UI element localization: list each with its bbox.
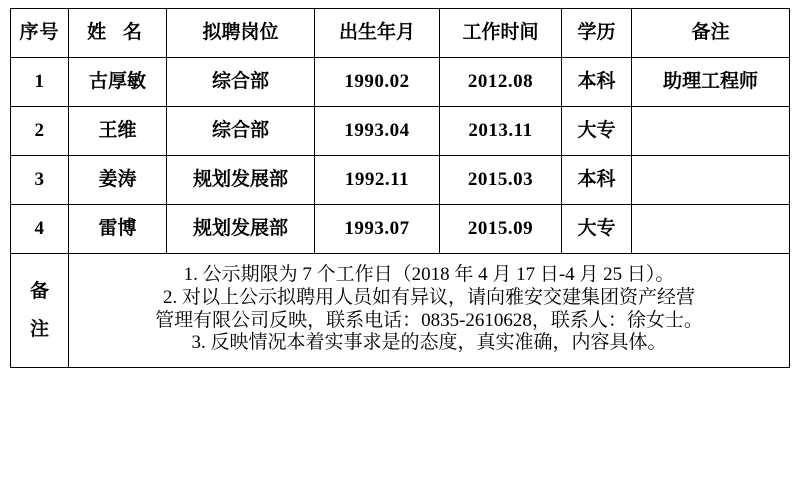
footer-remark-label	[11, 254, 69, 368]
cell-work: 2013.11	[440, 107, 562, 156]
footer-remark-line: 1. 公示期限为 7 个工作日（2018 年 4 月 17 日-4 月 25 日）。	[183, 264, 675, 285]
column-header-post: 拟聘岗位	[167, 9, 315, 58]
cell-work: 2015.03	[440, 156, 562, 205]
cell-education: 大专	[562, 205, 632, 254]
cell-remark	[632, 205, 790, 254]
footer-remark-row	[11, 254, 790, 368]
column-header-birth: 出生年月	[315, 9, 440, 58]
cell-post: 综合部	[167, 107, 315, 156]
cell-education: 本科	[562, 58, 632, 107]
cell-seq: 1	[11, 58, 69, 107]
cell-name: 王维	[69, 107, 167, 156]
cell-post: 规划发展部	[167, 156, 315, 205]
cell-remark	[632, 156, 790, 205]
table-row	[11, 107, 790, 156]
cell-name: 雷博	[69, 205, 167, 254]
table-row	[11, 156, 790, 205]
table-body	[11, 58, 790, 368]
cell-birth: 1993.04	[315, 107, 440, 156]
column-header-remark: 备注	[632, 9, 790, 58]
footer-remark-line: 管理有限公司反映，联系电话：0835-2610628，联系人：徐女士。	[155, 309, 703, 331]
cell-post: 综合部	[167, 58, 315, 107]
cell-birth: 1992.11	[315, 156, 440, 205]
column-header-education: 学历	[562, 9, 632, 58]
table-header-row	[11, 9, 790, 58]
cell-birth: 1993.07	[315, 205, 440, 254]
cell-work: 2015.09	[440, 205, 562, 254]
column-header-seq: 序号	[11, 9, 69, 58]
cell-education: 本科	[562, 156, 632, 205]
cell-remark	[632, 107, 790, 156]
footer-remark-body	[69, 254, 790, 368]
cell-remark: 助理工程师	[632, 58, 790, 107]
cell-name: 姜涛	[69, 156, 167, 205]
candidate-announcement-table	[10, 8, 790, 368]
column-header-work: 工作时间	[440, 9, 562, 58]
cell-seq: 4	[11, 205, 69, 254]
cell-seq: 2	[11, 107, 69, 156]
footer-remark-label-char: 注	[29, 318, 49, 340]
column-header-name: 姓 名	[69, 9, 167, 58]
cell-birth: 1990.02	[315, 58, 440, 107]
footer-remark-label-char: 备	[29, 280, 49, 302]
cell-post: 规划发展部	[167, 205, 315, 254]
footer-remark-line: 3. 反映情况本着实事求是的态度，真实准确，内容具体。	[191, 332, 667, 354]
table-header	[11, 9, 790, 58]
cell-work: 2012.08	[440, 58, 562, 107]
cell-name: 古厚敏	[69, 58, 167, 107]
table-row	[11, 205, 790, 254]
cell-seq: 3	[11, 156, 69, 205]
cell-education: 大专	[562, 107, 632, 156]
table-row	[11, 58, 790, 107]
footer-remark-line: 2. 对以上公示拟聘用人员如有异议，请向雅安交建集团资产经营	[162, 286, 695, 308]
